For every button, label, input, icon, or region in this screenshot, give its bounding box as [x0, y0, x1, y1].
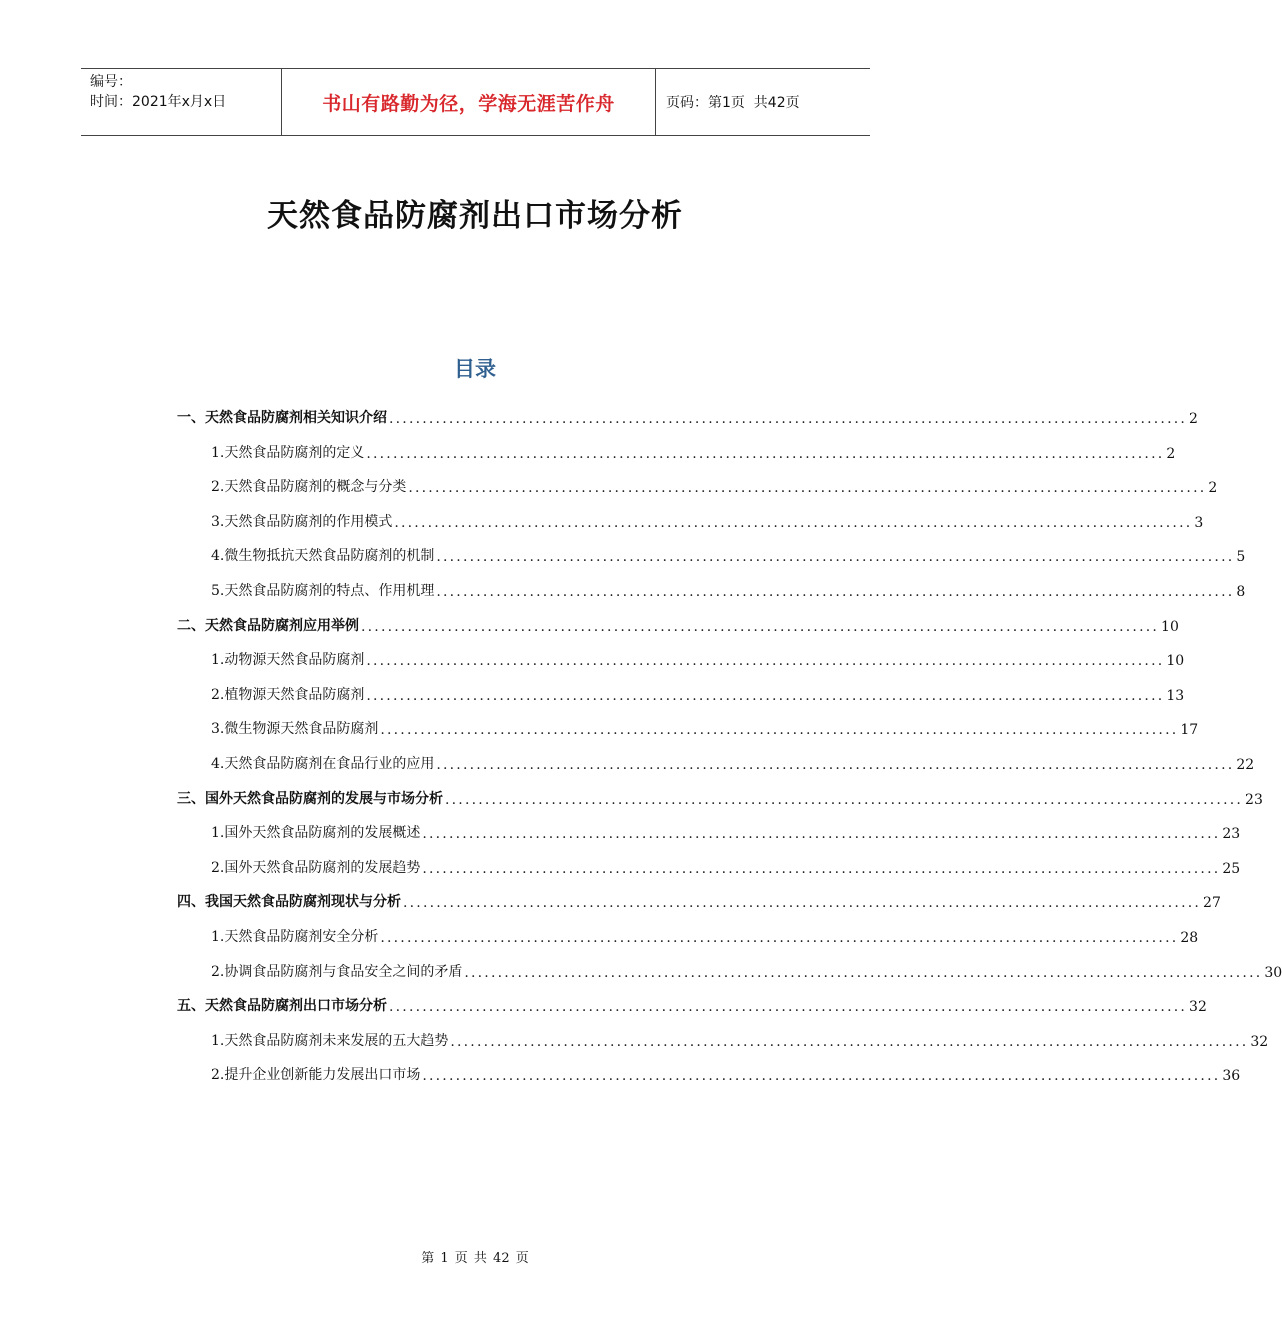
footer-page-number: 第 1 页 共 42 页	[421, 1251, 529, 1266]
toc-leader-dots: ........................................................................................................................	[394, 514, 1193, 531]
toc-entry-label: 4.微生物抵抗天然食品防腐剂的机制	[211, 548, 435, 565]
toc-entry-label: 四、我国天然食品防腐剂现状与分析	[177, 894, 401, 911]
toc-entry-label: 三、国外天然食品防腐剂的发展与市场分析	[177, 790, 443, 807]
toc-entry-page: 23	[1245, 791, 1263, 808]
header-page-info	[656, 69, 870, 135]
toc-leader-dots: ........................................................................................................................	[403, 895, 1202, 912]
toc-entry[interactable]	[211, 853, 1241, 877]
toc-leader-dots: ........................................................................................................................	[450, 1033, 1249, 1050]
toc-entry-page: 36	[1222, 1068, 1241, 1085]
toc-leader-dots: ........................................................................................................................	[436, 549, 1235, 566]
toc-entry-page: 13	[1166, 687, 1185, 704]
toc-leader-dots: ........................................................................................................................	[422, 1068, 1221, 1085]
toc-entry-page: 30	[1264, 964, 1282, 981]
toc-leader-dots: ........................................................................................................................	[366, 653, 1165, 670]
toc-entry-label: 1.天然食品防腐剂未来发展的五大趋势	[211, 1032, 449, 1049]
toc-entry-label: 5.天然食品防腐剂的特点、作用机理	[211, 583, 435, 599]
toc-entry-page: 17	[1180, 722, 1199, 739]
toc-entry-page: 25	[1222, 860, 1241, 877]
toc-entry-label: 2.天然食品防腐剂的概念与分类	[211, 479, 407, 496]
toc-leader-dots: ........................................................................................................................	[445, 791, 1244, 808]
toc-entry-page: 27	[1203, 895, 1221, 912]
toc-leader-dots: ........................................................................................................................	[389, 999, 1188, 1016]
toc-entry-label: 2.国外天然食品防腐剂的发展趋势	[211, 859, 421, 876]
toc-leader-dots: ........................................................................................................................	[366, 445, 1165, 462]
toc-entry-page: 23	[1222, 826, 1241, 843]
toc-entry[interactable]	[177, 887, 1221, 912]
toc-entry-page: 5	[1236, 549, 1246, 566]
toc-entry-label: 1.天然食品防腐剂的定义	[211, 444, 365, 461]
toc-leader-dots: ........................................................................................................................	[422, 826, 1221, 843]
toc-entry-label: 1.动物源天然食品防腐剂	[211, 652, 365, 669]
toc-entry-label: 2.协调食品防腐剂与食品安全之间的矛盾	[211, 963, 463, 980]
toc-entry-page: 22	[1236, 757, 1255, 773]
toc-entry[interactable]	[211, 922, 1199, 946]
toc-leader-dots: ........................................................................................................................	[389, 411, 1188, 427]
toc-entry[interactable]	[211, 507, 1204, 531]
page-footer	[0, 1247, 950, 1266]
toc-entry[interactable]	[211, 818, 1241, 843]
toc-entry-page: 2	[1189, 411, 1198, 427]
toc-entry[interactable]	[211, 645, 1185, 670]
header-number-label: 编号：	[90, 74, 132, 90]
toc-entry[interactable]	[211, 714, 1199, 739]
header-table	[81, 68, 870, 136]
toc-leader-dots: ........................................................................................................................	[408, 480, 1207, 497]
toc-entry-page: 10	[1166, 653, 1185, 670]
toc-entry[interactable]	[211, 957, 1282, 981]
toc-entry-page: 8	[1236, 584, 1246, 600]
toc-entry-page: 2	[1166, 445, 1176, 462]
header-page-info-text: 页码：第1页 共42页	[666, 95, 800, 111]
toc-entry[interactable]	[211, 576, 1246, 600]
toc-entry[interactable]	[211, 472, 1218, 497]
toc-leader-dots: ........................................................................................................................	[361, 618, 1160, 635]
toc-leader-dots: ........................................................................................................................	[464, 964, 1263, 981]
toc-entry-page: 32	[1189, 999, 1207, 1016]
toc-entry-label: 3.天然食品防腐剂的作用模式	[211, 513, 393, 530]
document-title: 天然食品防腐剂出口市场分析	[267, 198, 683, 234]
header-motto: 书山有路勤为径，学海无涯苦作舟	[282, 69, 656, 135]
toc-entry[interactable]	[211, 438, 1176, 462]
toc-entry-label: 一、天然食品防腐剂相关知识介绍	[177, 410, 387, 426]
toc-entry[interactable]	[177, 784, 1263, 808]
toc-entry[interactable]	[177, 611, 1179, 635]
toc-entry[interactable]	[211, 1060, 1241, 1085]
toc-entry-label: 2.植物源天然食品防腐剂	[211, 686, 365, 703]
toc-entry[interactable]	[211, 749, 1255, 773]
toc-entry-page: 2	[1208, 480, 1218, 497]
toc-entry-page: 3	[1194, 514, 1204, 531]
toc-leader-dots: ........................................................................................................................	[380, 722, 1179, 739]
toc-leader-dots: ........................................................................................................................	[366, 687, 1165, 704]
toc-leader-dots: ........................................................................................................................	[436, 584, 1235, 600]
toc-leader-dots: ........................................................................................................................	[422, 860, 1221, 877]
toc-entry-page: 28	[1180, 930, 1199, 946]
toc-entry[interactable]	[177, 991, 1207, 1016]
header-meta	[81, 69, 282, 135]
toc-entry-label: 二、天然食品防腐剂应用举例	[177, 617, 359, 634]
toc-entry[interactable]	[211, 680, 1185, 704]
toc-entry-label: 五、天然食品防腐剂出口市场分析	[177, 998, 387, 1015]
toc-entry[interactable]	[211, 1026, 1269, 1050]
toc-entry-label: 1.国外天然食品防腐剂的发展概述	[211, 825, 421, 842]
toc-heading: 目录	[454, 357, 496, 381]
toc-entry-page: 10	[1161, 618, 1179, 635]
toc-entry-label: 3.微生物源天然食品防腐剂	[211, 721, 379, 738]
header-time-label: 时间：2021年x月x日	[90, 94, 227, 110]
toc-entry-label: 4.天然食品防腐剂在食品行业的应用	[211, 756, 435, 772]
toc-entry[interactable]	[211, 541, 1246, 566]
toc-entry-page: 32	[1250, 1033, 1269, 1050]
toc-entry-label: 2.提升企业创新能力发展出口市场	[211, 1067, 421, 1084]
toc-leader-dots: ........................................................................................................................	[436, 757, 1235, 773]
toc-entry-label: 1.天然食品防腐剂安全分析	[211, 929, 379, 945]
toc-leader-dots: ........................................................................................................................	[380, 930, 1179, 946]
toc-entry[interactable]	[177, 403, 1198, 427]
